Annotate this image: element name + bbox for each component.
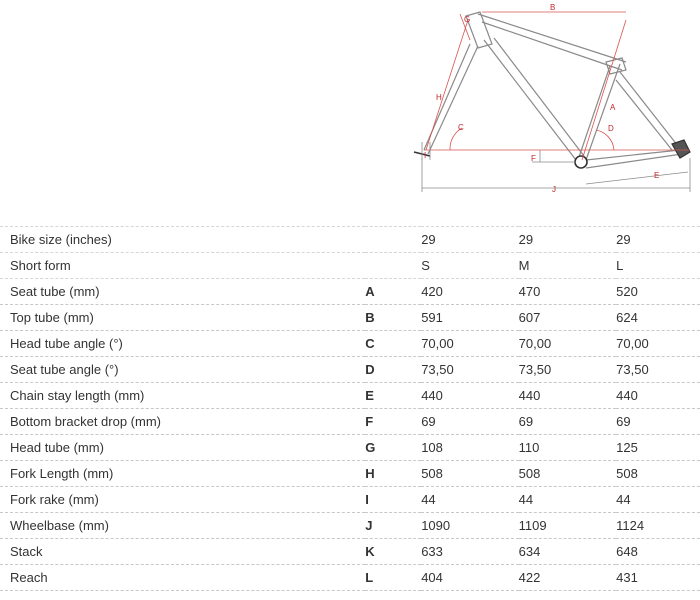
row-label: Fork Length (mm): [0, 461, 365, 487]
table-row: [0, 487, 700, 513]
value-s: 591: [421, 305, 518, 331]
row-label: Stack: [0, 539, 365, 565]
value-m: 508: [519, 461, 616, 487]
row-code: [365, 253, 421, 279]
seat-stay-lower: [616, 80, 672, 150]
down-tube-upper-edge: [494, 38, 584, 156]
row-code: J: [365, 513, 421, 539]
row-label: Reach: [0, 565, 365, 591]
geometry-table-body: [0, 227, 700, 591]
table-row: [0, 331, 700, 357]
row-label: Bike size (inches): [0, 227, 365, 253]
table-header-row: [0, 253, 700, 279]
table-row: [0, 357, 700, 383]
value-m: M: [519, 253, 616, 279]
value-m: 634: [519, 539, 616, 565]
value-l: 440: [616, 383, 700, 409]
diagram-label-h: H: [436, 93, 442, 102]
value-m: 110: [519, 435, 616, 461]
table-row: [0, 461, 700, 487]
value-l: 29: [616, 227, 700, 253]
value-m: 44: [519, 487, 616, 513]
row-code: I: [365, 487, 421, 513]
value-l: L: [616, 253, 700, 279]
row-label: Head tube angle (°): [0, 331, 365, 357]
row-label: Top tube (mm): [0, 305, 365, 331]
row-label: Fork rake (mm): [0, 487, 365, 513]
bottom-bracket: [575, 156, 587, 168]
diagram-label-j: J: [552, 185, 556, 194]
diagram-label-a: A: [610, 103, 616, 112]
value-s: 73,50: [421, 357, 518, 383]
table-row: [0, 513, 700, 539]
value-s: 404: [421, 565, 518, 591]
value-l: 1124: [616, 513, 700, 539]
value-l: 648: [616, 539, 700, 565]
value-m: 69: [519, 409, 616, 435]
frame-outline: [414, 12, 690, 168]
value-s: 420: [421, 279, 518, 305]
row-label: Seat tube angle (°): [0, 357, 365, 383]
measurement-lines: [422, 142, 690, 192]
value-l: 70,00: [616, 331, 700, 357]
table-row: [0, 539, 700, 565]
diagram-label-e: E: [654, 171, 660, 180]
diagram-label-i: I: [424, 151, 427, 160]
frame-diagram-svg: [400, 0, 700, 200]
row-code: [365, 227, 421, 253]
table-row: [0, 305, 700, 331]
table-row: [0, 435, 700, 461]
dim-d-arc: [596, 130, 614, 150]
value-l: 44: [616, 487, 700, 513]
chain-stay-lower: [586, 154, 682, 168]
row-code: K: [365, 539, 421, 565]
value-s: 1090: [421, 513, 518, 539]
seat-tube-rear-edge: [586, 64, 620, 160]
value-m: 440: [519, 383, 616, 409]
value-m: 470: [519, 279, 616, 305]
value-s: S: [421, 253, 518, 279]
value-l: 69: [616, 409, 700, 435]
table-row: [0, 383, 700, 409]
seat-stay: [620, 72, 678, 146]
diagram-label-c: C: [458, 123, 464, 132]
frame-geometry-diagram: [400, 0, 700, 200]
value-m: 73,50: [519, 357, 616, 383]
top-tube-lower-edge: [482, 22, 622, 70]
value-l: 520: [616, 279, 700, 305]
row-label: Head tube (mm): [0, 435, 365, 461]
row-code: E: [365, 383, 421, 409]
row-code: H: [365, 461, 421, 487]
diagram-label-g: G: [464, 15, 471, 24]
row-label: Bottom bracket drop (mm): [0, 409, 365, 435]
value-m: 29: [519, 227, 616, 253]
value-m: 1109: [519, 513, 616, 539]
table-row: [0, 565, 700, 591]
table-header-row: [0, 227, 700, 253]
seat-tube: [578, 66, 610, 160]
chain-stay: [586, 150, 680, 160]
row-code: D: [365, 357, 421, 383]
geometry-table: [0, 226, 700, 591]
value-s: 108: [421, 435, 518, 461]
diagram-label-b: B: [550, 3, 556, 12]
down-tube: [484, 40, 576, 160]
top-tube: [478, 14, 626, 62]
row-label: Short form: [0, 253, 365, 279]
dim-e-line: [586, 172, 688, 184]
diagram-label-d: D: [608, 124, 614, 133]
value-l: 73,50: [616, 357, 700, 383]
table-row: [0, 279, 700, 305]
row-code: F: [365, 409, 421, 435]
value-m: 422: [519, 565, 616, 591]
row-code: B: [365, 305, 421, 331]
value-m: 607: [519, 305, 616, 331]
value-s: 633: [421, 539, 518, 565]
value-l: 508: [616, 461, 700, 487]
row-code: A: [365, 279, 421, 305]
value-l: 624: [616, 305, 700, 331]
value-s: 70,00: [421, 331, 518, 357]
dim-a-line: [582, 20, 626, 160]
row-label: Seat tube (mm): [0, 279, 365, 305]
row-code: L: [365, 565, 421, 591]
diagram-label-f: F: [531, 154, 536, 163]
row-code: C: [365, 331, 421, 357]
value-l: 125: [616, 435, 700, 461]
value-m: 70,00: [519, 331, 616, 357]
dimension-lines: [424, 12, 690, 160]
row-label: Chain stay length (mm): [0, 383, 365, 409]
value-s: 29: [421, 227, 518, 253]
row-label: Wheelbase (mm): [0, 513, 365, 539]
value-l: 431: [616, 565, 700, 591]
value-s: 508: [421, 461, 518, 487]
value-s: 440: [421, 383, 518, 409]
value-s: 44: [421, 487, 518, 513]
value-s: 69: [421, 409, 518, 435]
table-row: [0, 409, 700, 435]
row-code: G: [365, 435, 421, 461]
